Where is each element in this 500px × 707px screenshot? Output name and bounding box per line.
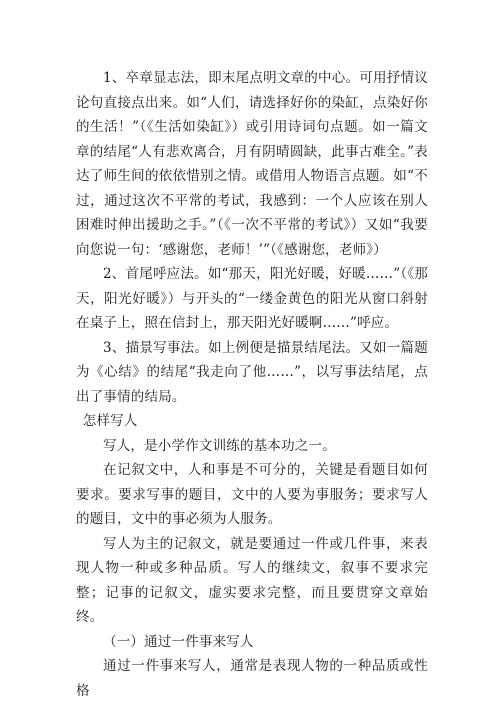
paragraph-one-event: 通过一件事来写人，通常是表现人物的一种品质或性格 <box>76 658 428 699</box>
document-body <box>76 66 428 703</box>
section-heading-how-to-write-people: 怎样写人 <box>82 413 138 429</box>
subsection-heading-one-event: （一）通过一件事来写人 <box>103 633 254 650</box>
paragraph-intro: 写人，是小学作文训练的基本功之一。 <box>103 437 336 454</box>
paragraph-ending-method-3: 3、描景写事法。如上例便是描景结尾法。又如一篇题为《心结》的结尾“我走向了他……”，以写事法结尾，点出了事情的结局。 <box>76 339 428 405</box>
paragraph-narrative-focus: 写人为主的记叙文，就是要通过一件或几件事，来表现人物一种或多种品质。写人的继续文，叙事不要求完整；记事的记叙文，虚实要求完整，而且要贯穿文章始终。 <box>76 535 428 625</box>
paragraph-ending-method-1: 1、卒章显志法，即末尾点明文章的中心。可用抒情议论句直接点出来。如“人们，请选择好你的染缸，点染好你的生活！”（《生活如染缸》）或引用诗词句点题。如一篇文章的结尾“人有悲欢离合，月有阴晴圆缺，此事古难全。”表达了师生间的依依惜别之情。或借用人物语言点题。如“不过，通过这次不平常的考试，我感到：一个人应该在别人困难时伸出援助之手。”（《一次不平常的考试》）又如“我要向您说一句：‘感谢您，老师！’”（《感谢您，老师》） <box>76 70 428 258</box>
paragraph-people-and-events: 在记叙文中，人和事是不可分的，关键是看题目如何要求。要求写事的题目，文中的人要为事服务；要求写人的题目，文中的事必须为人服务。 <box>76 462 428 527</box>
paragraph-ending-method-2: 2、首尾呼应法。如“那天，阳光好暖，好暖……”（《那天，阳光好暖》）与开头的“一缕金黄色的阳光从窗口斜射在桌子上，照在信封上，那天阳光好暖啊……”呼应。 <box>76 266 428 331</box>
